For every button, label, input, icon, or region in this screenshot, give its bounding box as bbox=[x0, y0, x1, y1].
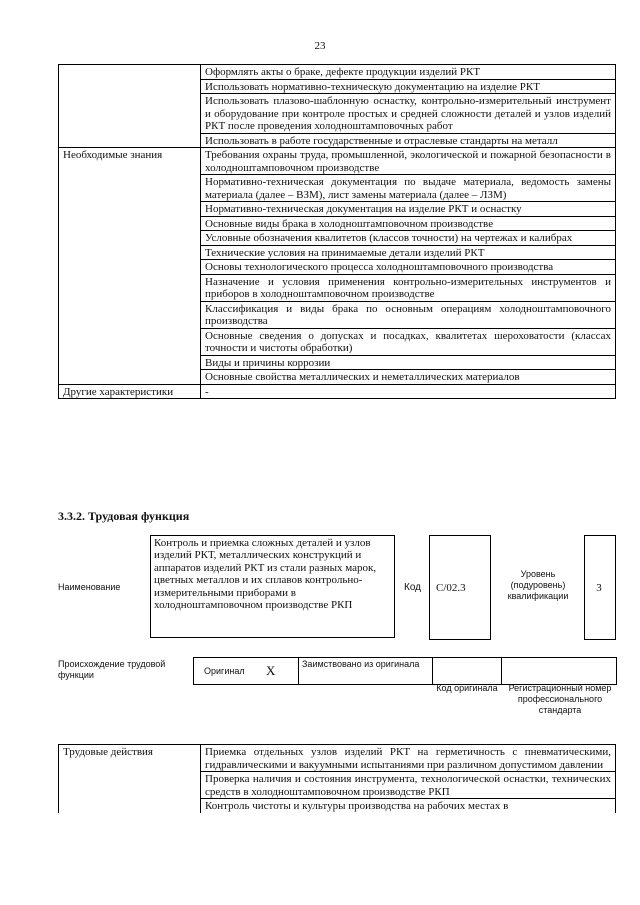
actions-table bbox=[58, 744, 616, 813]
skill-row: Использовать нормативно-техническую документацию на изделие РКТ bbox=[201, 79, 616, 94]
skill-row: Использовать в работе государственные и отраслевые стандарты на металл bbox=[201, 133, 616, 148]
code-value: С/02.3 bbox=[436, 582, 466, 594]
code-caption: Код оригинала bbox=[436, 683, 498, 693]
knowledge-label: Необходимые знания bbox=[59, 148, 201, 175]
borrowed-label: Заимствовано из оригинала bbox=[302, 659, 420, 669]
knowledge-row: Основные сведения о допусках и посадках, квалитетах шероховатости (классах точности и чистоты обработки) bbox=[201, 328, 616, 355]
page-number: 23 bbox=[314, 40, 326, 52]
original-mark: X bbox=[266, 663, 276, 678]
original-label: Оригинал bbox=[204, 666, 245, 676]
knowledge-row: Технические условия на принимаемые детали изделий РКТ bbox=[201, 245, 616, 260]
action-row: Проверка наличия и состояния инструмента, технологической оснастки, технических средств в холодноштамповочном производстве РКП bbox=[201, 772, 616, 799]
knowledge-row: Требования охраны труда, промышленной, экологической и пожарной безопасности в холодноштамповочном производстве bbox=[201, 148, 616, 175]
knowledge-row: Основные виды брака в холодноштамповочном производстве bbox=[201, 216, 616, 231]
origin-label: Происхождение трудовой функции bbox=[58, 659, 166, 680]
name-label: Наименование bbox=[58, 582, 121, 592]
knowledge-row: Условные обозначения квалитетов (классов точности) на чертежах и калибрах bbox=[201, 231, 616, 246]
reg-caption: Регистрационный номер профессионального стандарта bbox=[508, 683, 612, 715]
actions-label: Трудовые действия bbox=[59, 745, 201, 772]
level-label: Уровень (подуровень) квалификации bbox=[507, 569, 569, 601]
knowledge-row: Основы технологического процесса холодноштамповочного производства bbox=[201, 260, 616, 275]
knowledge-row: Виды и причины коррозии bbox=[201, 355, 616, 370]
code-label: Код bbox=[404, 582, 422, 593]
level-value: 3 bbox=[596, 582, 602, 594]
other-label: Другие характеристики bbox=[59, 384, 201, 399]
section-heading: 3.3.2. Трудовая функция bbox=[58, 509, 190, 523]
knowledge-row: Назначение и условия применения контрольно-измерительных инструментов и приборов в холодноштамповочном производстве bbox=[201, 274, 616, 301]
action-row: Приемка отдельных узлов изделий РКТ на герметичность с пневматическими, гидравлическими и вакуумными испытаниями при различном допустимом давлении bbox=[201, 745, 616, 772]
knowledge-row: Основные свойства металлических и неметаллических материалов bbox=[201, 370, 616, 385]
knowledge-table bbox=[58, 64, 616, 399]
knowledge-row: Нормативно-техническая документация по выдаче материала, ведомость замены материала (далее – ВЗМ), лист замены материала (далее – ЛЗМ) bbox=[201, 175, 616, 202]
skills-label-cell bbox=[59, 65, 201, 80]
other-value: - bbox=[201, 384, 616, 399]
knowledge-row: Классификация и виды брака по основным операциям холодноштамповочного производства bbox=[201, 301, 616, 328]
action-row: Контроль чистоты и культуры производства на рабочих местах в bbox=[201, 799, 616, 813]
function-name-box: Контроль и приемка сложных деталей и узлов изделий РКТ, металлических конструкций и аппаратов изделий РКТ из стали разных марок, цветных металлов и их сплавов контрольно-измерительными приборами в холодноштамповочном производстве РКП bbox=[150, 535, 395, 638]
skill-row: Использовать плазово-шаблонную оснастку, контрольно-измерительный инструмент и оборудование при контроле простых и средней сложности деталей и узлов изделий РКТ после проведения холодноштамповочных работ bbox=[201, 94, 616, 134]
skill-row: Оформлять акты о браке, дефекте продукции изделий РКТ bbox=[201, 65, 616, 80]
origin-table bbox=[193, 657, 617, 685]
knowledge-row: Нормативно-техническая документация на изделие РКТ и оснастку bbox=[201, 202, 616, 217]
